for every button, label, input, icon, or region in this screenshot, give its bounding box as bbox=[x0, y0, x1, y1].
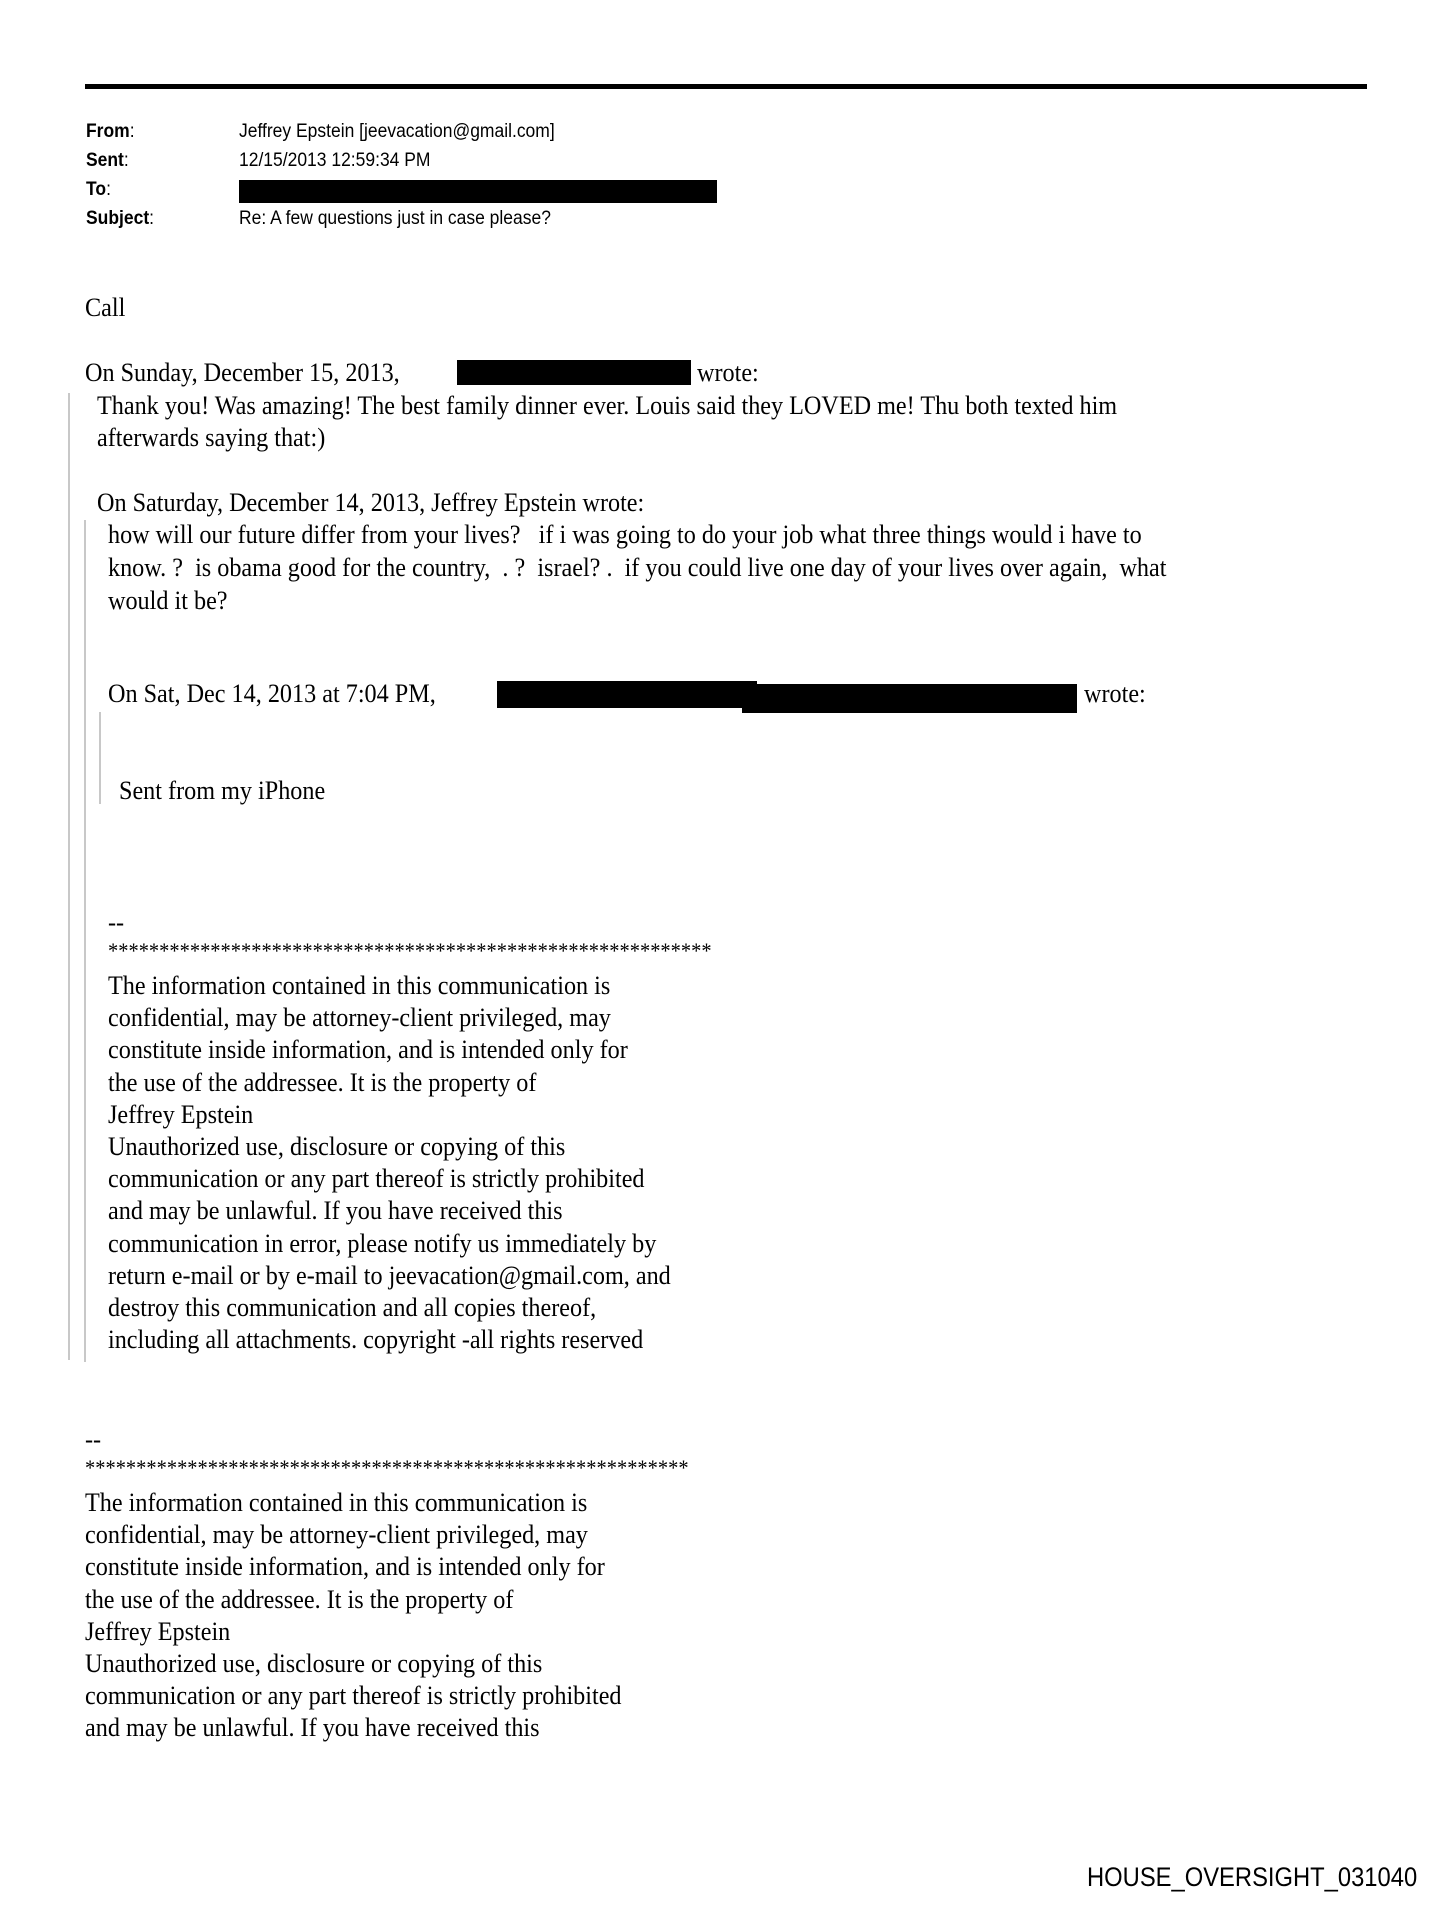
quote3-bar bbox=[99, 712, 101, 804]
disclaimer-line: The information contained in this communication is bbox=[108, 971, 611, 1000]
disclaimer-line: Jeffrey Epstein bbox=[108, 1099, 254, 1129]
disclaimer-line: destroy this communication and all copies thereof, bbox=[108, 1293, 597, 1322]
from-label: From: bbox=[86, 121, 135, 142]
quote2-attribution: On Saturday, December 14, 2013, Jeffrey Epstein wrote: bbox=[97, 488, 645, 517]
disclaimer-line: confidential, may be attorney-client privileged, may bbox=[85, 1520, 588, 1550]
subject-value: Re: A few questions just in case please? bbox=[239, 208, 551, 229]
disclaimer-line: constitute inside information, and is intended only for bbox=[85, 1552, 605, 1582]
disclaimer-line: Unauthorized use, disclosure or copying of this bbox=[108, 1132, 566, 1161]
quote2-bar bbox=[84, 520, 86, 1362]
from-value: Jeffrey Epstein [jeevacation@gmail.com] bbox=[239, 121, 555, 142]
quote1-sender-redaction bbox=[457, 360, 691, 385]
disclaimer-line: Jeffrey Epstein bbox=[85, 1616, 231, 1646]
sent-value: 12/15/2013 12:59:34 PM bbox=[239, 150, 431, 171]
signature-separator: -- bbox=[85, 1425, 102, 1454]
quote2-line: how will our future differ from your lives? if i was going to do your job what three things would i have to bbox=[108, 520, 1142, 549]
header-top-rule bbox=[85, 84, 1367, 89]
subject-label: Subject: bbox=[86, 208, 154, 229]
disclaimer-line: and may be unlawful. If you have received this bbox=[85, 1713, 540, 1743]
disclaimer-line: communication in error, please notify us immediately by bbox=[108, 1228, 657, 1258]
disclaimer-line: communication or any part thereof is strictly prohibited bbox=[85, 1681, 622, 1711]
reply-text: Call bbox=[85, 293, 126, 322]
quote3-sender-redaction-1 bbox=[497, 681, 757, 708]
disclaimer-line: constitute inside information, and is intended only for bbox=[108, 1035, 628, 1065]
disclaimer-line: and may be unlawful. If you have received this bbox=[108, 1196, 563, 1226]
quote1-line: Thank you! Was amazing! The best family dinner ever. Louis said they LOVED me! Thu both texted him bbox=[97, 391, 1118, 420]
disclaimer-line: The information contained in this communication is bbox=[85, 1488, 588, 1517]
quote1-bar bbox=[68, 393, 70, 1360]
disclaimer-line: the use of the addressee. It is the property of bbox=[108, 1067, 537, 1097]
sent-label: Sent: bbox=[86, 150, 129, 171]
quote3-sender-redaction-2 bbox=[742, 684, 1077, 713]
asterisk-divider: *********************************************************** bbox=[108, 938, 712, 963]
to-redaction bbox=[239, 180, 717, 203]
asterisk-divider: *********************************************************** bbox=[85, 1455, 689, 1480]
quote2-line: would it be? bbox=[108, 586, 228, 615]
quote3-attribution-prefix: On Sat, Dec 14, 2013 at 7:04 PM, bbox=[108, 679, 436, 708]
quote1-line: afterwards saying that:) bbox=[97, 423, 326, 452]
disclaimer-line: return e-mail or by e-mail to jeevacation@gmail.com, and bbox=[108, 1260, 671, 1290]
quote3-line: Sent from my iPhone bbox=[119, 776, 326, 805]
quote2-line: know. ? is obama good for the country, . ? israel? . if you could live one day of your lives over again, what bbox=[108, 553, 1167, 582]
quote1-attribution-prefix: On Sunday, December 15, 2013, bbox=[85, 358, 400, 387]
quote1-attribution-suffix: wrote: bbox=[697, 358, 759, 387]
disclaimer-line: including all attachments. copyright -all rights reserved bbox=[108, 1325, 644, 1355]
to-label: To: bbox=[86, 179, 111, 200]
disclaimer-line: the use of the addressee. It is the property of bbox=[85, 1584, 514, 1614]
quote3-attribution-suffix: wrote: bbox=[1084, 679, 1146, 708]
disclaimer-line: Unauthorized use, disclosure or copying of this bbox=[85, 1649, 543, 1678]
signature-separator: -- bbox=[108, 908, 125, 937]
disclaimer-line: communication or any part thereof is strictly prohibited bbox=[108, 1164, 645, 1194]
disclaimer-line: confidential, may be attorney-client privileged, may bbox=[108, 1003, 611, 1033]
bates-number: HOUSE_OVERSIGHT_031040 bbox=[1086, 1862, 1417, 1892]
